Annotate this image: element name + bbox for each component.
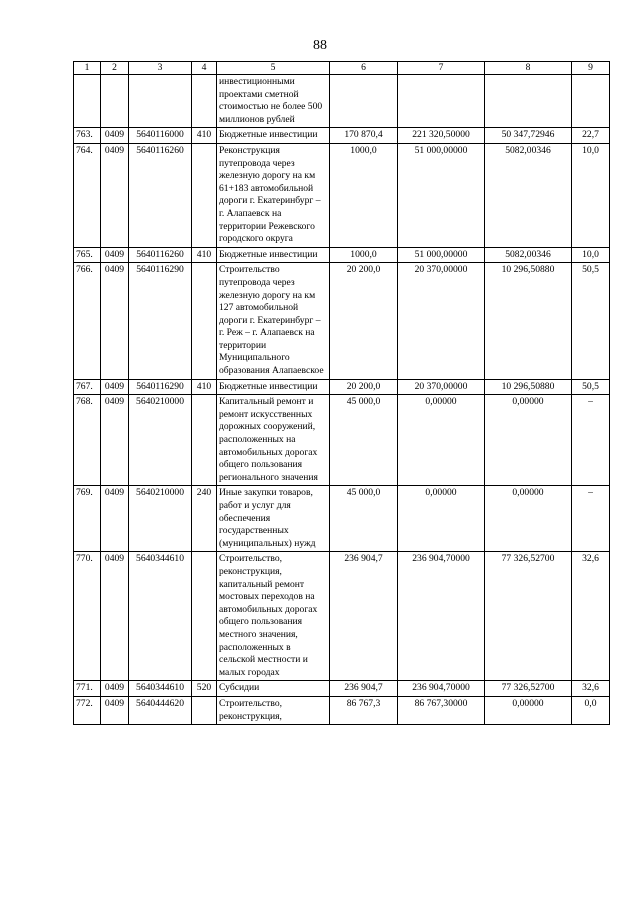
value-col6: 20 200,0 [330,379,398,395]
value-col9 [572,75,610,128]
value-col6: 1000,0 [330,143,398,247]
table-row [74,696,610,724]
section-code: 0409 [101,696,129,724]
value-col8 [485,75,572,128]
expense-type-code [192,696,217,724]
section-code [101,75,129,128]
row-number: 767. [74,379,101,395]
expense-type-code [192,143,217,247]
item-name: Строительство, реконструкция, [217,696,330,724]
value-col8: 10 296,50880 [485,379,572,395]
column-header: 9 [572,62,610,75]
column-header: 3 [129,62,192,75]
value-col6: 236 904,7 [330,681,398,697]
value-col6: 86 767,3 [330,696,398,724]
value-col9: 0,0 [572,696,610,724]
expense-type-code: 240 [192,486,217,552]
column-header: 1 [74,62,101,75]
section-code: 0409 [101,681,129,697]
value-col8: 10 296,50880 [485,263,572,379]
table-row [74,263,610,379]
row-number: 764. [74,143,101,247]
value-col7: 51 000,00000 [398,247,485,263]
column-header: 7 [398,62,485,75]
column-header: 5 [217,62,330,75]
section-code: 0409 [101,143,129,247]
table-row [74,681,610,697]
column-header: 2 [101,62,129,75]
expense-type-code: 520 [192,681,217,697]
value-col7: 0,00000 [398,486,485,552]
table-row [74,75,610,128]
row-number: 769. [74,486,101,552]
section-code: 0409 [101,263,129,379]
value-col7: 236 904,70000 [398,681,485,697]
value-col9: 10,0 [572,143,610,247]
target-article-code: 5640116260 [129,143,192,247]
expense-type-code [192,395,217,486]
item-name: Иные закупки товаров, работ и услуг для обеспечения государственных (муниципальных) нужд [217,486,330,552]
value-col9: 50,5 [572,379,610,395]
row-number: 770. [74,552,101,681]
target-article-code: 5640116000 [129,128,192,144]
expense-type-code: 410 [192,128,217,144]
expense-type-code: 410 [192,247,217,263]
value-col8: 77 326,52700 [485,552,572,681]
column-header: 6 [330,62,398,75]
value-col8: 50 347,72946 [485,128,572,144]
value-col7: 0,00000 [398,395,485,486]
section-code: 0409 [101,486,129,552]
table-row [74,552,610,681]
target-article-code: 5640116290 [129,263,192,379]
target-article-code: 5640210000 [129,395,192,486]
target-article-code: 5640116290 [129,379,192,395]
value-col9: 32,6 [572,552,610,681]
item-name: Бюджетные инвестиции [217,128,330,144]
item-name: Бюджетные инвестиции [217,247,330,263]
value-col7: 20 370,00000 [398,263,485,379]
table-row [74,395,610,486]
value-col6: 170 870,4 [330,128,398,144]
value-col9: – [572,486,610,552]
table-row [74,128,610,144]
item-name: Бюджетные инвестиции [217,379,330,395]
row-number: 772. [74,696,101,724]
value-col9: 10,0 [572,247,610,263]
page-number: 88 [313,38,327,53]
value-col7: 86 767,30000 [398,696,485,724]
item-name: Реконструкция путепровода через железную дорогу на км 61+183 автомобильной дороги г. Екатеринбург – г. Алапаевск на территории Режевского городского округа [217,143,330,247]
section-code: 0409 [101,128,129,144]
value-col6: 1000,0 [330,247,398,263]
budget-table [73,61,610,725]
value-col8: 5082,00346 [485,143,572,247]
item-name: Субсидии [217,681,330,697]
section-code: 0409 [101,247,129,263]
expense-type-code [192,552,217,681]
value-col7: 51 000,00000 [398,143,485,247]
expense-type-code [192,263,217,379]
section-code: 0409 [101,395,129,486]
table-row [74,486,610,552]
row-number [74,75,101,128]
value-col9: 32,6 [572,681,610,697]
item-name: инвестиционными проектами сметной стоимостью не более 500 миллионов рублей [217,75,330,128]
value-col6: 45 000,0 [330,395,398,486]
value-col7: 20 370,00000 [398,379,485,395]
value-col9: – [572,395,610,486]
column-header: 4 [192,62,217,75]
table-header-row [74,62,610,75]
value-col6 [330,75,398,128]
target-article-code: 5640210000 [129,486,192,552]
table-row [74,379,610,395]
value-col8: 77 326,52700 [485,681,572,697]
value-col8: 0,00000 [485,395,572,486]
target-article-code: 5640444620 [129,696,192,724]
target-article-code: 5640116260 [129,247,192,263]
item-name: Строительство путепровода через железную дорогу на км 127 автомобильной дороги г. Екатеринбург – г. Реж – г. Алапаевск на территории Муниципального образования Алапаевское [217,263,330,379]
value-col9: 50,5 [572,263,610,379]
section-code: 0409 [101,552,129,681]
value-col6: 45 000,0 [330,486,398,552]
value-col8: 0,00000 [485,486,572,552]
target-article-code: 5640344610 [129,681,192,697]
item-name: Капитальный ремонт и ремонт искусственных дорожных сооружений, расположенных на автомобильных дорогах общего пользования регионального значения [217,395,330,486]
row-number: 765. [74,247,101,263]
column-header: 8 [485,62,572,75]
value-col7 [398,75,485,128]
item-name: Строительство, реконструкция, капитальный ремонт мостовых переходов на автомобильных дорогах общего пользования местного значения, расположенных в сельской местности и малых городах [217,552,330,681]
section-code: 0409 [101,379,129,395]
expense-type-code [192,75,217,128]
expense-type-code: 410 [192,379,217,395]
row-number: 768. [74,395,101,486]
value-col6: 236 904,7 [330,552,398,681]
table-row [74,247,610,263]
value-col8: 5082,00346 [485,247,572,263]
value-col7: 236 904,70000 [398,552,485,681]
value-col7: 221 320,50000 [398,128,485,144]
row-number: 771. [74,681,101,697]
row-number: 763. [74,128,101,144]
target-article-code: 5640344610 [129,552,192,681]
value-col9: 22,7 [572,128,610,144]
target-article-code [129,75,192,128]
row-number: 766. [74,263,101,379]
value-col6: 20 200,0 [330,263,398,379]
value-col8: 0,00000 [485,696,572,724]
table-row [74,143,610,247]
